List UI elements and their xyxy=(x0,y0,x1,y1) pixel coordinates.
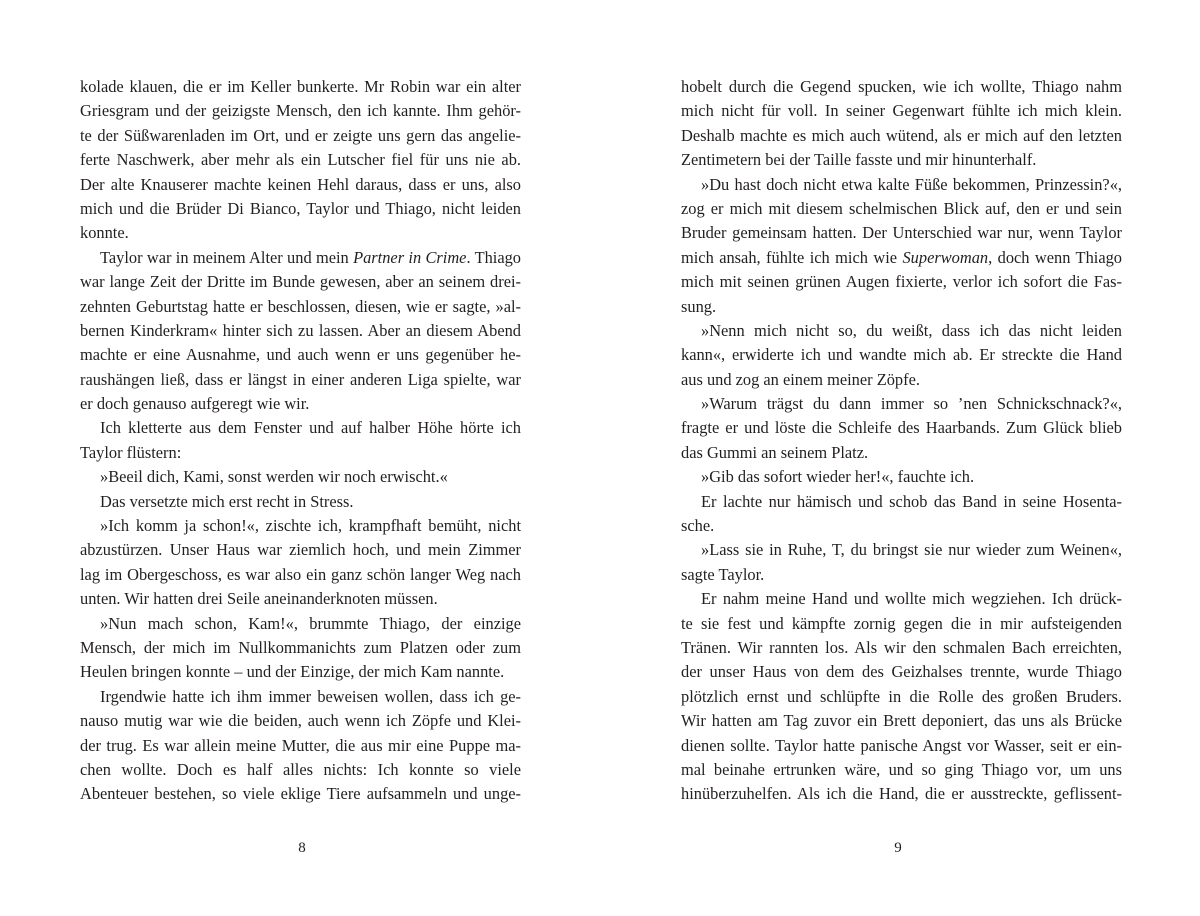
text-line: mich nicht für voll. In seiner Gegenwart fühlte ich mich klein. xyxy=(681,101,1122,121)
text-line: »Warum trägst du dann immer so ’nen Schnickschnack?«, xyxy=(701,394,1122,414)
text-line: »Nun mach schon, Kam!«, brummte Thiago, der einzige xyxy=(100,613,521,633)
text-line: der trug. Es war allein meine Mutter, die aus mir eine Puppe ma- xyxy=(80,735,521,755)
text-line: sagte Taylor. xyxy=(681,564,765,584)
text-line: chen wollte. Doch es half alles nichts: Ich konnte so viele xyxy=(80,759,521,779)
text-line: machte er eine Ausnahme, und auch wenn er uns gegenüber he- xyxy=(80,345,521,365)
text-line: »Gib das sofort wieder her!«, fauchte ich. xyxy=(701,467,975,487)
text-line: Zentimetern bei der Taille fasste und mir hinunterhalf. xyxy=(681,150,1037,170)
text-line: »Du hast doch nicht etwa kalte Füße bekommen, Prinzessin?«, xyxy=(701,174,1122,194)
text-line: kolade klauen, die er im Keller bunkerte. Mr Robin war ein alter xyxy=(80,77,521,96)
text-line: sung. xyxy=(681,296,717,316)
text-line: konnte. xyxy=(80,223,129,243)
text-line: lag im Obergeschoss, es war also ein ganz schön langer Weg nach xyxy=(80,564,521,584)
text-line: Ich kletterte aus dem Fenster und auf halber Höhe hörte ich xyxy=(100,418,521,438)
text-line: Er nahm meine Hand und wollte mich wegziehen. Ich drück- xyxy=(701,589,1122,609)
text-line: te der Süßwarenladen im Ort, und er zeigte uns gern das angelie- xyxy=(80,125,521,145)
text-line: Deshalb machte es mich auch wütend, als er mich auf den letzten xyxy=(681,125,1122,145)
text-line: unten. Wir hatten drei Seile aneinanderknoten müssen. xyxy=(80,589,438,609)
text-line: »Ich komm ja schon!«, zischte ich, krampfhaft bemüht, nicht xyxy=(100,516,521,536)
text-line: hobelt durch die Gegend spucken, wie ich wollte, Thiago nahm xyxy=(681,77,1122,96)
text-line xyxy=(681,246,1122,270)
text-line: ferte Naschwerk, aber mehr als ein Lutscher fiel für uns nie ab. xyxy=(80,150,521,170)
text-line: mich mit seinen grünen Augen fixierte, verlor ich sofort die Fas- xyxy=(681,272,1122,292)
text-line: Wir hatten am Tag zuvor ein Brett deponiert, das uns als Brücke xyxy=(681,711,1122,731)
page-number-right: 9 xyxy=(894,840,902,856)
text-line: war lange Zeit der Dritte im Bunde gewesen, aber an seinem drei- xyxy=(80,272,521,292)
text-line: Abenteuer bestehen, so viele eklige Tiere aufsammeln und unge- xyxy=(80,784,521,804)
italic-phrase: Superwoman xyxy=(902,247,989,267)
text-line: das Gummi an seinem Platz. xyxy=(681,442,869,462)
text-line: hinüberzuhelfen. Als ich die Hand, die er ausstreckte, geflissent- xyxy=(681,784,1122,804)
text-line: abzustürzen. Unser Haus war ziemlich hoch, und mein Zimmer xyxy=(80,540,521,560)
text-line: Mensch, der mich im Nullkommanichts zum Platzen oder zum xyxy=(80,637,521,657)
text-line: Er lachte nur hämisch und schob das Band in seine Hosenta- xyxy=(701,491,1122,511)
text-line: Tränen. Wir rannten los. Als wir den schmalen Bach erreichten, xyxy=(681,637,1122,657)
text-line: raushängen ließ, dass er längst in einer anderen Liga spielte, war xyxy=(80,369,521,389)
text-line: zehnten Geburtstag hatte er beschlossen, diesen, wie er sagte, »al- xyxy=(80,296,521,316)
text-line: Der alte Knauserer machte keinen Hehl daraus, dass er uns, also xyxy=(80,174,521,194)
text-line: Bruder gemeinsam hatten. Der Unterschied war nur, wenn Taylor xyxy=(681,223,1122,243)
text-line: Heulen bringen konnte – und der Einzige, der mich Kam nannte. xyxy=(80,662,505,682)
text-line: te sie fest und kämpfte zornig gegen die in mir aufsteigenden xyxy=(681,613,1122,633)
text-line: sche. xyxy=(681,516,715,536)
text-line: »Nenn mich nicht so, du weißt, dass ich das nicht leiden xyxy=(701,320,1122,340)
text-line: zog er mich mit diesem schelmischen Blick auf, den er und sein xyxy=(681,198,1122,218)
text-line: der unser Haus von dem des Geizhalses trennte, wurde Thiago xyxy=(681,662,1122,682)
text-line-segment: Taylor war in meinem Alter und mein xyxy=(100,247,354,267)
text-line: er doch genauso aufgeregt wie wir. xyxy=(80,394,310,414)
text-line: bernen Kinderkram« hinter sich zu lassen. Aber an diesem Abend xyxy=(80,320,521,340)
text-line: dienen sollte. Taylor hatte panische Angst vor Wasser, seit er ein- xyxy=(681,735,1122,755)
text-line: plötzlich ernst und schlüpfte in die Rolle des großen Bruders. xyxy=(681,686,1122,706)
right-page-text xyxy=(681,75,1122,807)
text-line xyxy=(80,246,521,270)
left-page-text xyxy=(80,75,521,807)
text-line: Taylor flüstern: xyxy=(80,442,182,462)
page-number-left: 8 xyxy=(298,840,306,856)
italic-phrase: Partner in Crime xyxy=(353,247,467,267)
text-line: mal beinahe ertrunken wäre, und so ging Thiago vor, um uns xyxy=(681,759,1122,779)
text-line: »Lass sie in Ruhe, T, du bringst sie nur wieder zum Weinen«, xyxy=(701,540,1122,560)
text-line: fragte er und löste die Schleife des Haarbands. Zum Glück blieb xyxy=(681,418,1122,438)
text-line: Das versetzte mich erst recht in Stress. xyxy=(100,491,354,511)
text-line: Griesgram und der geizigste Mensch, den ich kannte. Ihm gehör- xyxy=(80,101,521,121)
text-line: kann«, erwiderte ich und wandte mich ab. Er streckte die Hand xyxy=(681,345,1122,365)
text-line-segment: , doch wenn Thiago xyxy=(988,247,1122,267)
text-line: »Beeil dich, Kami, sonst werden wir noch erwischt.« xyxy=(100,467,448,487)
right-page xyxy=(600,0,1200,916)
text-line: aus und zog an einem meiner Zöpfe. xyxy=(681,369,920,389)
text-line-segment: . Thiago xyxy=(466,247,522,267)
text-line-segment: mich ansah, fühlte ich mich wie xyxy=(681,247,903,267)
text-line: nauso mutig war wie die beiden, auch wenn ich Zöpfe und Klei- xyxy=(80,711,521,731)
text-line: mich und die Brüder Di Bianco, Taylor und Thiago, nicht leiden xyxy=(80,198,521,218)
text-line: Irgendwie hatte ich ihm immer beweisen wollen, dass ich ge- xyxy=(100,686,521,706)
